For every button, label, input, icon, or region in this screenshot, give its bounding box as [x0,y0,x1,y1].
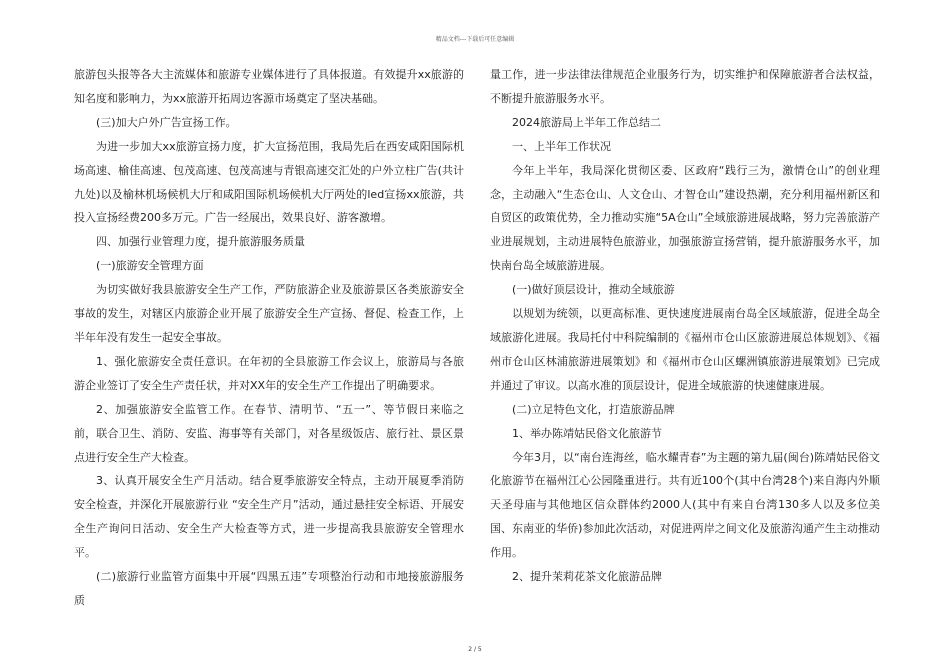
paragraph: 3、认真开展安全生产月活动。结合夏季旅游安全特点，主动开展夏季消防安全检查，并深化开展旅游行业 “安全生产月”活动，通过悬挂安全标语、开展安全生产询问日活动、安全生产大检查等方式，进一步提高我县旅游安全管理水平。 [74,474,464,560]
paragraph: 旅游包头报等各大主流媒体和旅游专业媒体进行了具体报道。有效提升xx旅游的知名度和影响力，为xx旅游开拓周边客源市场奠定了坚决基础。 [74,68,464,105]
paragraph: 今年3月，以“南台连海丝，临水耀青春”为主题的第九届(闽台)陈靖姑民俗文化旅游节在福州江心公园隆重进行。共有近100个(其中台湾28个)来自海内外顺天圣母庙与其他地区信众群体约2000人(其中有来自台湾130多人以及多位美国、东南亚的华侨)参加此次活动，对促进两岸之间文化及旅游沟通产生主动推动作用。 [490,450,880,560]
paragraph: 为切实做好我县旅游安全生产工作，严防旅游企业及旅游景区各类旅游安全事故的发生，对辖区内旅游企业开展了旅游安全生产宣扬、督促、检查工作，上半年年没有发生一起安全事故。 [74,283,464,344]
subsection-heading: (一)旅游安全管理方面 [96,259,204,273]
right-text-column [490,63,880,589]
section-heading: 一、上半年工作状况 [512,139,611,153]
paragraph: 以规划为统领，以更高标准、更快速度进展南台岛全区域旅游，促进全岛全域旅游化进展。我局托付中科院编制的《福州市仓山区旅游进展总体规划》、《福州市仓山区林浦旅游进展策划》和《福州市仓山区螺洲镇旅游进展策划》已完成并通过了审议。以高水准的顶层设计，促进全域旅游的快速健康进展。 [490,307,880,392]
subsection-heading: (一)做好顶层设计，推动全域旅游 [512,283,675,297]
item-heading: 2、提升茉莉花茶文化旅游品牌 [512,570,662,584]
paragraph: (三)加大户外广告宣扬工作。 [96,115,237,129]
left-text-column [74,63,464,613]
section-heading: 四、加强行业管理力度，提升旅游服务质量 [96,235,305,249]
page-number: 2 / 5 [468,646,482,653]
paragraph: 1、强化旅游安全责任意识。在年初的全县旅游工作会议上，旅游局与各旅游企业签订了安全生产责任状，并对XX年的安全生产工作提出了明确要求。 [74,354,464,392]
subsection-heading: (二)立足特色文化，打造旅游品牌 [512,402,675,416]
page-header: 精品文档---下载后可任意编辑 [435,36,515,43]
item-heading: 1、举办陈靖姑民俗文化旅游节 [512,426,662,440]
paragraph: (二)旅游行业监管方面集中开展“四黑五违”专项整治行动和市地接旅游服务质 [74,570,464,607]
document-title: 2024旅游局上半年工作总结二 [512,115,661,129]
paragraph: 今年上半年，我局深化贯彻区委、区政府“践行三为，激情仓山”的创业理念，主动融入“生态仓山、人文仓山、才智仓山”建设热潮，充分利用福州新区和自贸区的政策优势，全力推动实施“5A仓山”全域旅游进展战略，努力完善旅游产业进展规划，主动进展特色旅游业，加强旅游宣扬营销，提升旅游服务水平，加快南台岛全域旅游进展。 [490,163,880,273]
paragraph: 2、加强旅游安全监管工作。在春节、清明节、“五一”、等节假日来临之前，联合卫生、消防、安监、海事等有关部门，对各星级饭店、旅行社、景区景点进行安全生产大检查。 [74,402,464,464]
paragraph: 为进一步加大xx旅游宣扬力度，扩大宣扬范围，我局先后在西安咸阳国际机场高速、榆佳高速、包茂高速、包茂高速与青银高速交汇处的户外立柱广告(共计九处)以及榆林机场候机大厅和咸阳国际机场候机大厅两处的led宣扬xx旅游，共投入宣扬经费200多万元。广告一经展出，效果良好、游客激增。 [74,139,464,225]
paragraph: 量工作，进一步法律法律规范企业服务行为，切实维护和保障旅游者合法权益，不断提升旅游服务水平。 [490,68,880,105]
